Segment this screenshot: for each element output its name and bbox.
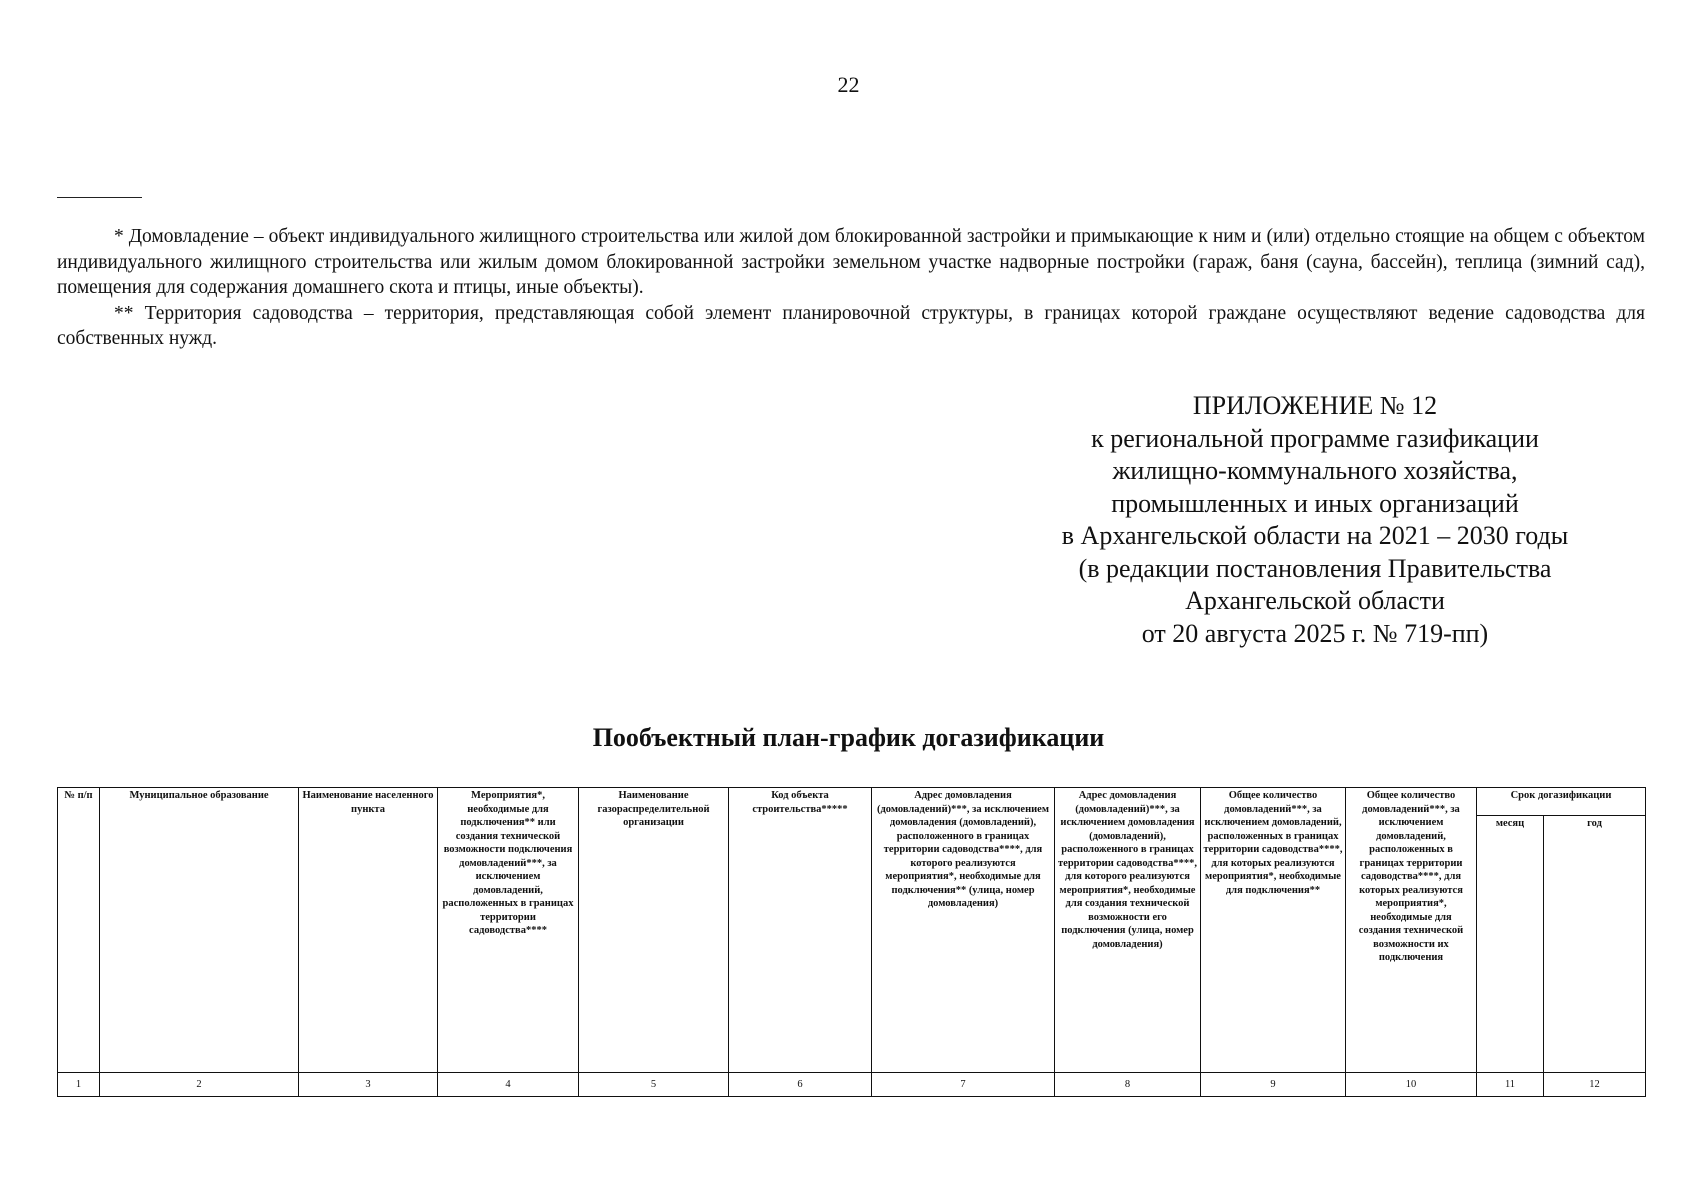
table-row (58, 1073, 1646, 1097)
appendix-header (1015, 390, 1615, 650)
plan-schedule-table (57, 787, 1646, 1097)
column-number-cell: 5 (579, 1073, 729, 1097)
appendix-line: промышленных и иных организаций (1111, 488, 1519, 518)
footnotes (57, 224, 1645, 352)
header-municipality: Муниципальное образование (100, 788, 299, 1073)
column-number-cell: 2 (100, 1073, 299, 1097)
header-measures: Мероприятия*, необходимые для подключения** или создания технической возможности подключения домовладений***, за исключением домовладений, расположенных в границах территории садоводства**** (438, 788, 579, 1073)
column-number-cell: 7 (872, 1073, 1055, 1097)
column-number-cell: 3 (299, 1073, 438, 1097)
header-row-number: № п/п (58, 788, 100, 1073)
header-gas-distribution-org: Наименование газораспределительной организации (579, 788, 729, 1073)
header-year: год (1544, 816, 1646, 1073)
header-address-connection: Адрес домовладения (домовладений)***, за исключением домовладения (домовладений), расположенного в границах территории садоводства****, для которого реализуются мероприятия*, необходимые для подключения** (улица, номер домовладения) (872, 788, 1055, 1073)
appendix-line: от 20 августа 2025 г. № 719-пп) (1141, 618, 1489, 648)
column-number-cell: 4 (438, 1073, 579, 1097)
appendix-line: в Архангельской области на 2021 – 2030 годы (1061, 521, 1569, 550)
appendix-line: к региональной программе газификации (1091, 423, 1539, 453)
appendix-line: Архангельской области (1185, 586, 1445, 615)
column-number-cell: 1 (58, 1073, 100, 1097)
header-gasification-deadline: Срок догазификации (1477, 788, 1646, 816)
column-number-cell: 8 (1055, 1073, 1201, 1097)
appendix-title: ПРИЛОЖЕНИЕ № 12 (1192, 391, 1438, 420)
header-address-technical: Адрес домовладения (домовладений)***, за исключением домовладения (домовладений), расположенного в границах территории садоводства****, для которого реализуются мероприятия*, необходимые для создания технической возможности его подключения (улица, номер домовладения) (1055, 788, 1201, 1073)
header-month: месяц (1477, 816, 1544, 1073)
header-count-connection: Общее количество домовладений***, за исключением домовладений, расположенных в границах территории садоводства****, для которых реализуются мероприятия*, необходимые для подключения** (1201, 788, 1346, 1073)
appendix-line: (в редакции постановления Правительства (1078, 553, 1552, 583)
page-number: 22 (837, 72, 860, 97)
footnote-garden-territory: ** Территория садоводства – территория, представляющая собой элемент планировочной структуры, в границах которой граждане осуществляют ведение садоводства для собственных нужд. (57, 302, 1645, 349)
column-number-cell: 12 (1544, 1073, 1646, 1097)
header-count-technical: Общее количество домовладений***, за исключением домовладений, расположенных в границах территории садоводства****, для которых реализуются мероприятия*, необходимые для создания технической возможности их подключения (1346, 788, 1477, 1073)
column-number-cell: 10 (1346, 1073, 1477, 1097)
table-title: Пообъектный план-график догазификации (592, 723, 1105, 752)
header-settlement: Наименование населенного пункта (299, 788, 438, 1073)
column-number-cell: 11 (1477, 1073, 1544, 1097)
column-number-cell: 9 (1201, 1073, 1346, 1097)
column-number-cell: 6 (729, 1073, 872, 1097)
footnote-separator (57, 197, 142, 198)
header-construction-code: Код объекта строительства***** (729, 788, 872, 1073)
appendix-line: жилищно-коммунального хозяйства, (1112, 456, 1518, 485)
footnote-household: * Домовладение – объект индивидуального жилищного строительства или жилой дом блокированной застройки и примыкающие к ним и (или) отдельно стоящие на общем с объектом индивидуального жилищного строительства или жилым домом блокированной застройки земельном участке надворные постройки (гараж, баня (сауна, бассейн), теплица (зимний сад), помещения для содержания домашнего скота и птицы, иные объекты). (57, 226, 1645, 298)
